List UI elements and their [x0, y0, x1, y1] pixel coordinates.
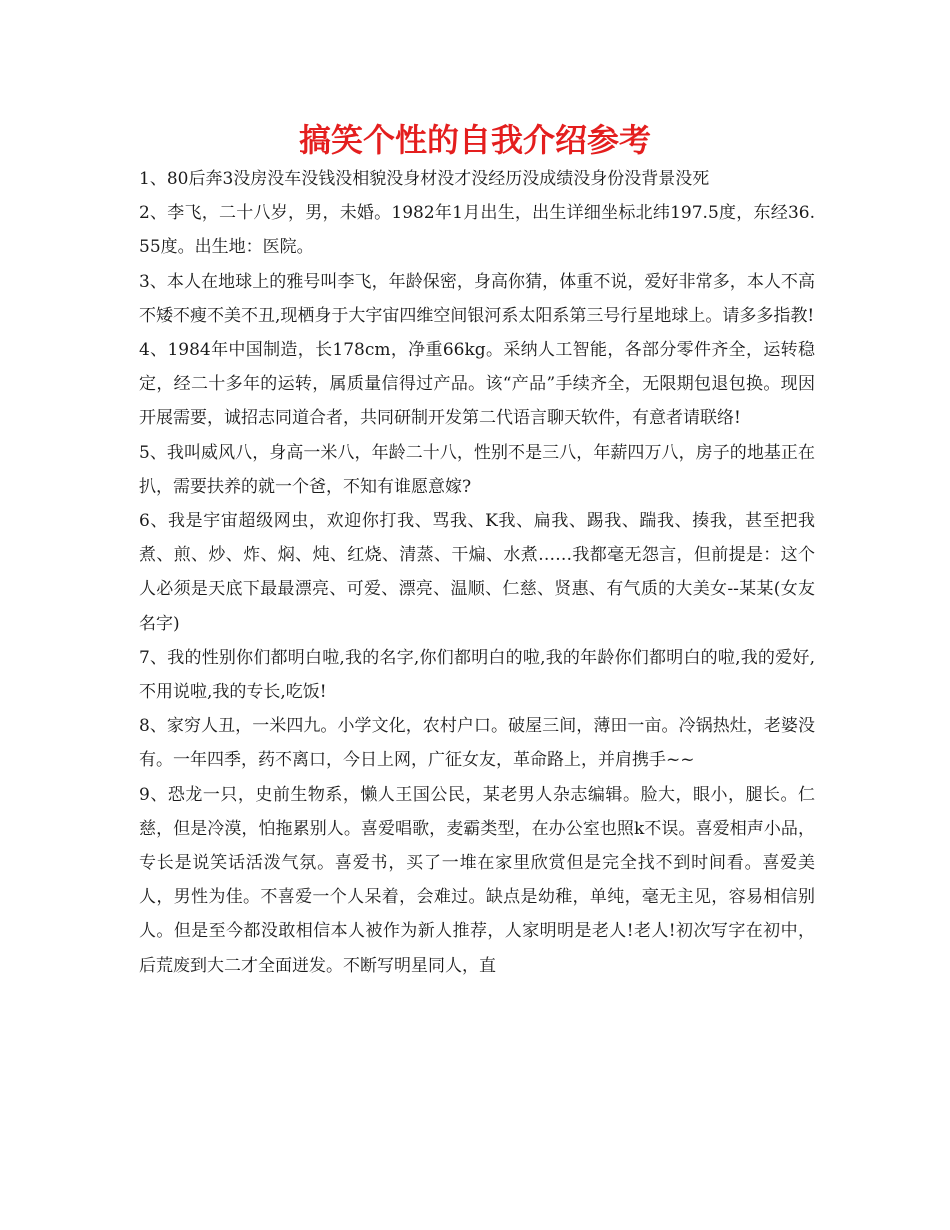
- paragraph-4: 4、1984年中国制造，长178cm，净重66kg。采纳人工智能，各部分零件齐全，运转稳定，经二十多年的运转，属质量信得过产品。该“产品”手续齐全，无限期包退包换。现因开展需要，诚招志同道合者，共同研制开发第二代语言聊天软件，有意者请联络!: [139, 340, 815, 429]
- document-title: 搞笑个性的自我介绍参考: [298, 121, 651, 159]
- paragraph-2: 2、李飞，二十八岁，男，未婚。1982年1月出生，出生详细坐标北纬197.5度，东经36.55度。出生地：医院。: [139, 203, 815, 258]
- paragraph-3: 3、本人在地球上的雅号叫李飞，年龄保密，身高你猜，体重不说，爱好非常多，本人不高不矮不瘦不美不丑,现栖身于大宇宙四维空间银河系太阳系第三号行星地球上。请多多指教!: [139, 271, 815, 326]
- paragraph-1: 1、80后奔3没房没车没钱没相貌没身材没才没经历没成绩没身份没背景没死: [139, 169, 710, 189]
- document-body: [139, 162, 815, 983]
- paragraph-7: 7、我的性别你们都明白啦,我的名字,你们都明白的啦,我的年龄你们都明白的啦,我的爱好,不用说啦,我的专长,吃饭!: [139, 647, 815, 703]
- paragraph-6: 6、我是宇宙超级网虫，欢迎你打我、骂我、K我、扁我、踢我、踹我、揍我，甚至把我煮、煎、炒、炸、焖、炖、红烧、清蒸、干煸、水煮……我都毫无怨言，但前提是：这个人必须是天底下最最漂亮、可爱、漂亮、温顺、仁慈、贤惠、有气质的大美女--某某(女友名字): [139, 511, 815, 634]
- paragraph-5: 5、我叫威风八，身高一米八，年龄二十八，性别不是三八，年薪四万八，房子的地基正在扒，需要扶养的就一个爸，不知有谁愿意嫁?: [139, 442, 815, 497]
- paragraph-8: 8、家穷人丑，一米四九。小学文化，农村户口。破屋三间，薄田一亩。冷锅热灶，老婆没有。一年四季，药不离口，今日上网，广征女友，革命路上，并肩携手~~: [139, 716, 815, 771]
- paragraph-9: 9、恐龙一只，史前生物系，懒人王国公民，某老男人杂志编辑。脸大，眼小，腿长。仁慈，但是冷漠，怕拖累别人。喜爱唱歌，麦霸类型，在办公室也照k不误。喜爱相声小品，专长是说笑话活泼气氛。喜爱书，买了一堆在家里欣赏但是完全找不到时间看。喜爱美人，男性为佳。不喜爱一个人呆着，会难过。缺点是幼稚，单纯，毫无主见，容易相信别人。但是至今都没敢相信本人被作为新人推荐，人家明明是老人!老人!初次写字在初中，后荒废到大二才全面迸发。不断写明星同人，直: [139, 784, 815, 976]
